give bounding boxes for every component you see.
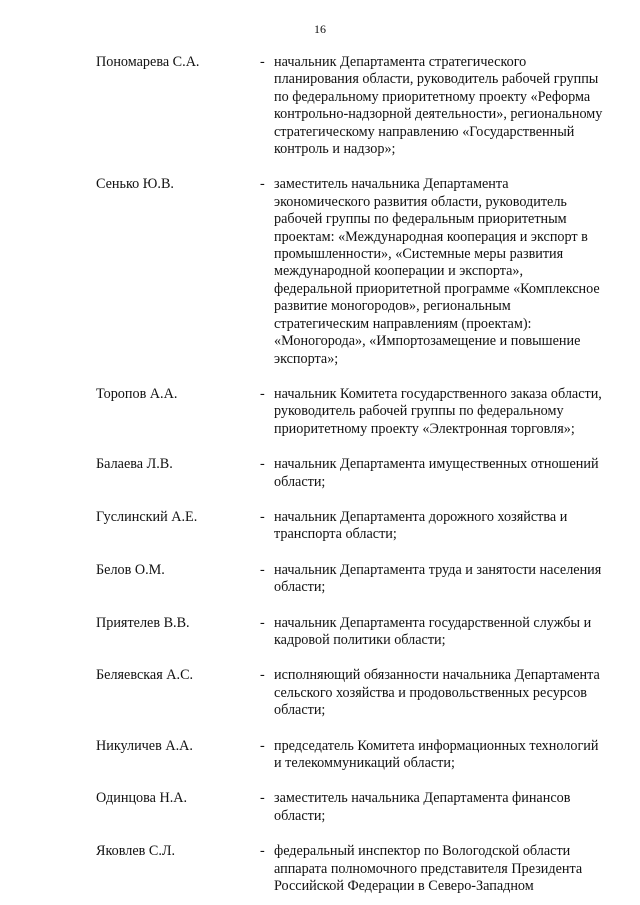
position-line: председатель Комитета информационных технологий [274, 737, 599, 754]
position-line: рабочей группы по федеральным приоритетным [274, 211, 567, 228]
position-line: проектам: «Международная кооперация и экспорт в [274, 228, 588, 245]
entry-dash: - [260, 385, 265, 402]
member-position [274, 509, 626, 544]
position-line: экономического развития области, руководитель [274, 193, 567, 210]
position-line: Российской Федерации в Северо-Западном [274, 878, 534, 895]
list-entry [96, 790, 626, 825]
member-position [274, 738, 626, 773]
member-position [274, 562, 626, 597]
position-line: федеральный инспектор по Вологодской области [274, 843, 571, 860]
member-position [274, 176, 626, 367]
position-line: начальник Департамента государственной службы и [274, 614, 592, 631]
list-entry [96, 667, 626, 719]
position-line: федеральной приоритетной программе «Комплексное [274, 280, 600, 297]
list-entry [96, 562, 626, 597]
list-entry [96, 54, 626, 158]
position-line: приоритетному проекту «Электронная торговля»; [274, 420, 575, 437]
position-line: стратегическим направлениям (проектам): [274, 315, 532, 332]
member-name: Яковлев С.Л. [96, 843, 176, 860]
list-entry [96, 456, 626, 491]
entry-dash: - [260, 667, 265, 684]
entry-dash: - [260, 561, 265, 578]
entry-dash: - [260, 508, 265, 525]
position-line: контрольно-надзорной деятельности», региональному [274, 106, 603, 123]
position-line: области; [274, 579, 326, 596]
member-position [274, 667, 626, 719]
position-line: начальник Департамента дорожного хозяйства и [274, 508, 568, 525]
position-line: транспорта области; [274, 526, 397, 543]
entry-dash: - [260, 176, 265, 193]
list-entry [96, 615, 626, 650]
position-line: исполняющий обязанности начальника Департамента [274, 667, 600, 684]
position-line: промышленности», «Системные меры развития [274, 246, 564, 263]
position-line: стратегическому направлению «Государственный [274, 123, 575, 140]
position-line: контроль и надзор»; [274, 141, 396, 158]
list-entry [96, 176, 626, 367]
entry-dash: - [260, 790, 265, 807]
member-position [274, 843, 626, 895]
list-entry [96, 843, 626, 895]
member-list [96, 54, 626, 895]
position-line: и телекоммуникаций области; [274, 755, 455, 771]
position-line: заместитель начальника Департамента [274, 176, 509, 193]
position-line: кадровой политики области; [274, 631, 446, 648]
member-position [274, 790, 626, 825]
position-line: руководитель рабочей группы по федеральному [274, 403, 564, 420]
position-line: «Моногорода», «Импортозамещение и повышение [274, 333, 581, 350]
entry-dash: - [260, 456, 265, 473]
member-name: Пономарева С.А. [96, 54, 200, 70]
member-position [274, 54, 626, 158]
position-line: начальник Департамента имущественных отношений [274, 456, 599, 473]
position-line: начальник Департамента труда и занятости населения [274, 561, 602, 578]
list-entry [96, 509, 626, 544]
member-name: Беляевская А.С. [96, 667, 194, 684]
member-name: Белов О.М. [96, 561, 165, 578]
entry-dash: - [260, 614, 265, 631]
entry-dash: - [260, 54, 265, 70]
member-position [274, 456, 626, 491]
position-line: аппарата полномочного представителя Президента [274, 860, 583, 877]
position-line: начальник Комитета государственного заказа области, [274, 385, 602, 402]
position-line: по федеральному приоритетному проекту «Реформа [274, 88, 591, 105]
entry-dash: - [260, 843, 265, 860]
member-name: Сенько Ю.В. [96, 176, 174, 193]
position-line: международной кооперации и экспорта», [274, 263, 524, 280]
member-name: Одинцова Н.А. [96, 790, 188, 807]
position-line: экспорта»; [274, 350, 339, 367]
position-line: планирования области, руководитель рабочей группы [274, 71, 599, 88]
member-name: Торопов А.А. [96, 385, 178, 402]
member-name: Гуслинский А.Е. [96, 508, 198, 525]
position-line: развитие моногородов», региональным [274, 298, 511, 315]
position-line: сельского хозяйства и продовольственных ресурсов [274, 684, 587, 701]
member-position [274, 615, 626, 650]
position-line: заместитель начальника Департамента финансов [274, 790, 571, 807]
member-name: Балаева Л.В. [96, 456, 173, 473]
list-entry [96, 386, 626, 438]
entry-dash: - [260, 737, 265, 754]
list-entry [96, 738, 626, 773]
position-line: области; [274, 807, 326, 824]
position-line: области; [274, 702, 326, 719]
position-line: начальник Департамента стратегического [274, 54, 527, 70]
page-number: 16 [314, 22, 326, 36]
member-name: Приятелев В.В. [96, 614, 190, 631]
position-line: области; [274, 473, 326, 490]
member-name: Никуличев А.А. [96, 737, 193, 754]
member-position [274, 386, 626, 438]
